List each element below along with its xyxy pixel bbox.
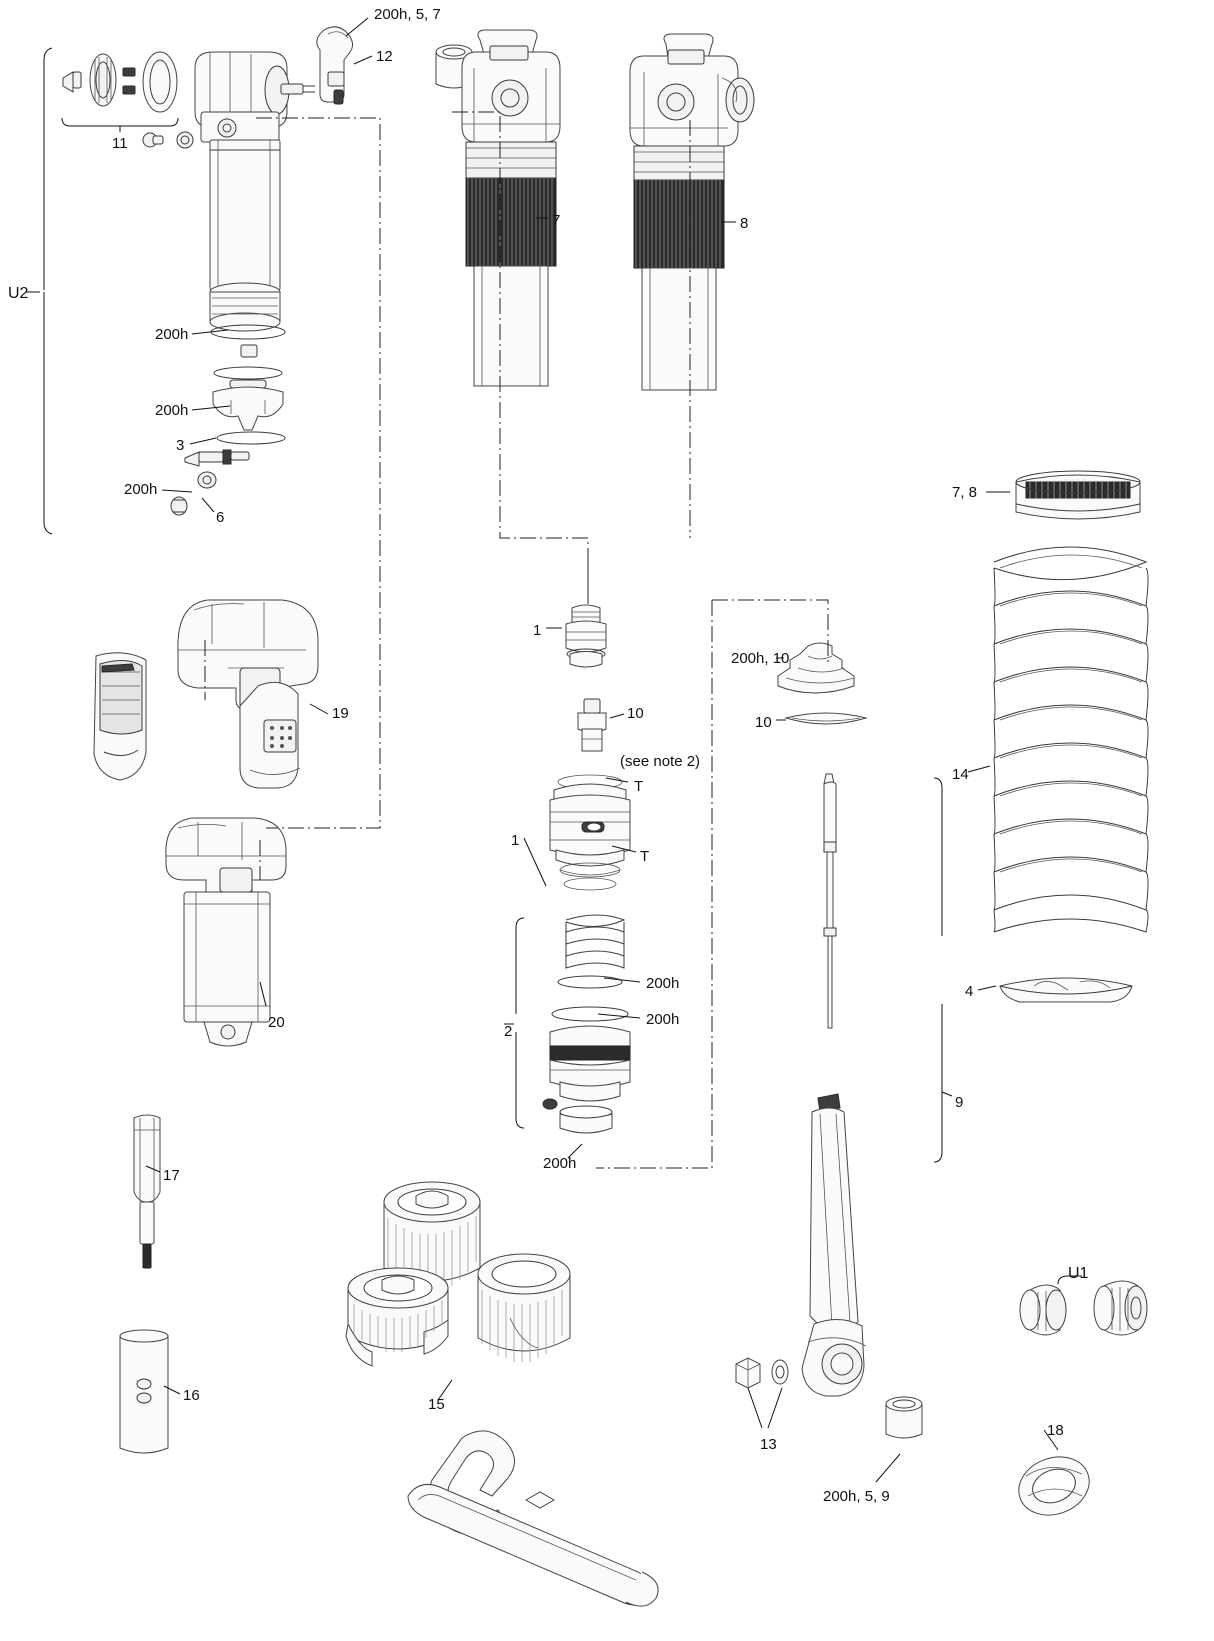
part-15-socket-c xyxy=(470,1248,578,1372)
part-pin-a xyxy=(123,68,135,76)
callout-4: 4 xyxy=(965,983,974,1000)
part-7-shaft xyxy=(474,266,548,386)
part-15-pin-wrench xyxy=(396,1420,736,1600)
callout-8: 8 xyxy=(740,215,749,232)
callout-16: 16 xyxy=(183,1387,200,1404)
part-18-ring xyxy=(1008,1440,1100,1532)
part-2-end-cap xyxy=(560,1106,612,1133)
callout-20: 20 xyxy=(268,1014,285,1031)
part-2-oring-2 xyxy=(552,1007,628,1021)
callout-9: 9 xyxy=(955,1094,964,1111)
part-2-coil xyxy=(566,915,624,968)
part-13-hardware xyxy=(728,1352,798,1400)
part-78-knurled-collar xyxy=(1012,470,1144,528)
callout-7-8: 7, 8 xyxy=(952,484,978,501)
part-7-shock-body xyxy=(452,28,582,388)
callout-200h-5-7: 200h, 5, 7 xyxy=(374,6,441,23)
bracket-u2 xyxy=(44,48,52,534)
callout-11: 11 xyxy=(112,135,128,152)
callout-1-mid: 1 xyxy=(511,832,520,849)
callout-200h-5-9: 200h, 5, 9 xyxy=(823,1488,890,1505)
part-piston xyxy=(213,380,283,430)
part-20-shock-assembly xyxy=(158,812,318,1052)
part-8-shock-body xyxy=(618,30,768,390)
part-end-cap-ring xyxy=(143,52,177,112)
callout-t-top: T xyxy=(634,778,644,795)
callout-200h-b: 200h xyxy=(155,402,189,419)
part-9-damper-shaft xyxy=(810,770,850,1032)
callout-200h-f: 200h xyxy=(543,1155,577,1172)
part-spacer xyxy=(241,345,257,357)
part-oring-d xyxy=(217,432,285,444)
callout-7: 7 xyxy=(552,212,561,229)
callout-10-valve: 10 xyxy=(627,705,644,722)
part-15-socket-b xyxy=(340,1262,454,1382)
callout-see-note-2: (see note 2) xyxy=(620,753,701,770)
callout-6: 6 xyxy=(216,509,225,526)
part-9-damper-body xyxy=(800,1092,910,1404)
part-1-top-seal-head xyxy=(556,602,616,674)
callout-200h-10: 200h, 10 xyxy=(731,650,790,667)
part-air-can-body xyxy=(210,140,280,290)
leader-200h-5-9 xyxy=(876,1454,900,1482)
part-4-spring-retainer xyxy=(994,968,1138,1014)
part-2-piston xyxy=(550,1026,630,1101)
part-screw-left xyxy=(63,72,81,92)
part-8-head xyxy=(630,34,754,146)
callout-200h-a: 200h xyxy=(155,326,189,343)
callout-14: 14 xyxy=(952,766,969,783)
part-1-air-can-section xyxy=(534,772,644,900)
part-valve-screw xyxy=(171,450,249,515)
callout-u2: U2 xyxy=(8,285,29,302)
part-2-small-seal xyxy=(543,1099,557,1109)
part-200h-10-bellows xyxy=(778,640,864,696)
callout-19: 19 xyxy=(332,705,349,722)
part-8-shaft xyxy=(642,268,716,390)
callout-1-top: 1 xyxy=(533,622,542,639)
part-bolt-set xyxy=(143,132,193,148)
callout-12: 12 xyxy=(376,48,393,65)
part-7-head xyxy=(462,30,560,142)
callout-10-washer: 10 xyxy=(755,714,772,731)
callout-13: 13 xyxy=(760,1436,777,1453)
part-pin-b xyxy=(123,86,135,94)
part-u2-air-can-assembly xyxy=(55,40,385,560)
bracket-2 xyxy=(516,918,524,1128)
part-10-valve-core xyxy=(572,695,614,757)
part-u1-bushing-right xyxy=(1092,1272,1150,1346)
callout-17: 17 xyxy=(163,1167,180,1184)
callout-15: 15 xyxy=(428,1396,445,1413)
callout-200h-e: 200h xyxy=(646,1011,680,1028)
part-seal-stack xyxy=(210,283,280,331)
callout-18: 18 xyxy=(1047,1422,1064,1439)
callout-200h-d: 200h xyxy=(646,975,680,992)
part-8-knurled-sleeve xyxy=(634,146,724,268)
part-adjuster-dial xyxy=(90,54,116,106)
part-16-tool-block xyxy=(110,1326,180,1466)
part-14-coil-spring xyxy=(986,538,1156,948)
part-2-oring-1 xyxy=(558,976,622,988)
part-damper-head xyxy=(195,52,315,142)
bracket-9 xyxy=(934,778,942,1162)
part-oring-c xyxy=(214,367,282,379)
callout-200h-c: 200h xyxy=(124,481,158,498)
part-u1-bushing-left xyxy=(1016,1276,1070,1346)
part-2-negative-spring-assembly xyxy=(528,908,648,1158)
callout-t-bottom: T xyxy=(640,848,650,865)
part-10-washer xyxy=(782,708,870,730)
part-19-shock-assembly xyxy=(168,590,358,840)
part-7-knurled-sleeve xyxy=(466,142,556,266)
part-200h-5-9-bushing xyxy=(880,1392,930,1448)
part-battery-pack xyxy=(84,648,160,784)
callout-2: 2 xyxy=(504,1023,513,1040)
callout-3: 3 xyxy=(176,437,185,454)
part-12-remote-lever xyxy=(310,20,380,115)
part-17-tool xyxy=(120,1112,176,1272)
callout-u1: U1 xyxy=(1068,1265,1089,1282)
